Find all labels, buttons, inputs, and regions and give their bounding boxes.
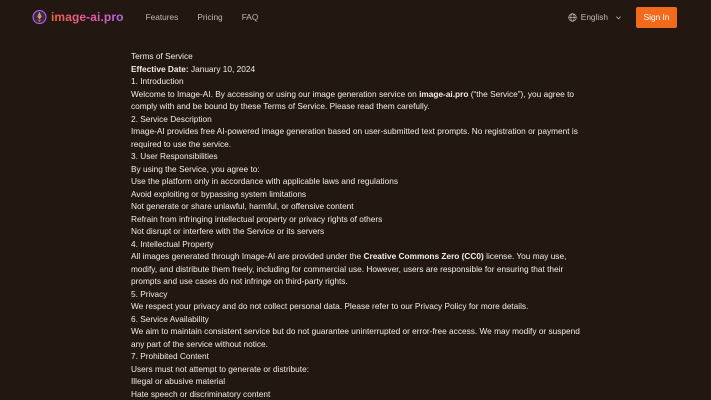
- top-navbar: [0, 0, 711, 34]
- section-heading-service-availability: 6. Service Availability: [131, 313, 209, 324]
- brand-logo-link[interactable]: [32, 9, 124, 25]
- list-item: Illegal or abusive material: [131, 376, 226, 386]
- list-item: Refrain from infringing intellectual property or privacy rights of others: [131, 213, 383, 224]
- rocket-logo-icon: [32, 9, 47, 25]
- section-text-service-availability: We aim to maintain consistent service but do not guarantee uninterrupted or error-free access. We may modify or suspend any part of the service without notice.: [131, 326, 580, 349]
- language-selector[interactable]: [568, 12, 622, 22]
- section-text-prohibited-content: Users must not attempt to generate or distribute:: [131, 363, 310, 374]
- nav-features-link[interactable]: Features: [145, 12, 179, 22]
- ip-text-part: license. You may use, modify, and distribute them freely, including for commercial use. However, users are responsible for ensuring that their prompts and use cases do not infringe on third-party rights.: [131, 251, 567, 286]
- nav-pricing-link[interactable]: Pricing: [197, 12, 223, 22]
- section-heading-service-description: 2. Service Description: [131, 113, 212, 124]
- license-name-bold: Creative Commons Zero (CC0): [363, 251, 484, 261]
- list-item: Hate speech or discriminatory content: [131, 388, 271, 399]
- main-nav: [146, 12, 259, 22]
- list-item: Not disrupt or interfere with the Service or its servers: [131, 226, 325, 236]
- chevron-down-icon: [615, 14, 622, 21]
- section-text-privacy: We respect your privacy and do not collect personal data. Please refer to our Privacy Policy for more details.: [131, 301, 529, 311]
- section-text-intellectual-property: [131, 250, 581, 288]
- terms-content: [131, 50, 581, 400]
- list-item: Use the platform only in accordance with applicable laws and regulations: [131, 176, 399, 186]
- language-label: English: [580, 12, 608, 22]
- list-item: Avoid exploiting or bypassing system limitations: [131, 188, 307, 199]
- list-item: Not generate or share unlawful, harmful, or offensive content: [131, 201, 354, 211]
- page-title: Terms of Service: [131, 51, 193, 61]
- section-heading-intellectual-property: 4. Intellectual Property: [131, 238, 214, 249]
- ip-text-part: All images generated through Image-AI are provided under the: [131, 251, 364, 261]
- section-text-introduction: [131, 88, 581, 113]
- sign-in-button[interactable]: Sign In: [636, 7, 677, 28]
- brand-name: image-ai.pro: [51, 10, 124, 24]
- globe-icon: [568, 13, 577, 22]
- section-heading-introduction: 1. Introduction: [131, 76, 184, 86]
- section-heading-prohibited-content: 7. Prohibited Content: [131, 351, 209, 361]
- effective-date: [131, 63, 581, 76]
- effective-date-value: January 10, 2024: [188, 63, 256, 74]
- section-text-service-description: Image-AI provides free AI-powered image generation based on user-submitted text prompts. No registration or payment is required to use the service.: [131, 126, 578, 149]
- section-heading-user-responsibilities: 3. User Responsibilities: [131, 151, 218, 161]
- site-name-bold: image-ai.pro: [419, 88, 469, 99]
- effective-date-label: Effective Date:: [131, 63, 189, 74]
- section-heading-privacy: 5. Privacy: [131, 288, 168, 299]
- nav-faq-link[interactable]: FAQ: [241, 12, 259, 22]
- intro-text-part: (“the Service”), you agree to comply with and be bound by these Terms of Service. Please read them carefully.: [131, 88, 575, 111]
- section-text-user-responsibilities: By using the Service, you agree to:: [131, 163, 260, 174]
- intro-text-part: Welcome to Image-AI. By accessing or using our image generation service on: [131, 88, 420, 99]
